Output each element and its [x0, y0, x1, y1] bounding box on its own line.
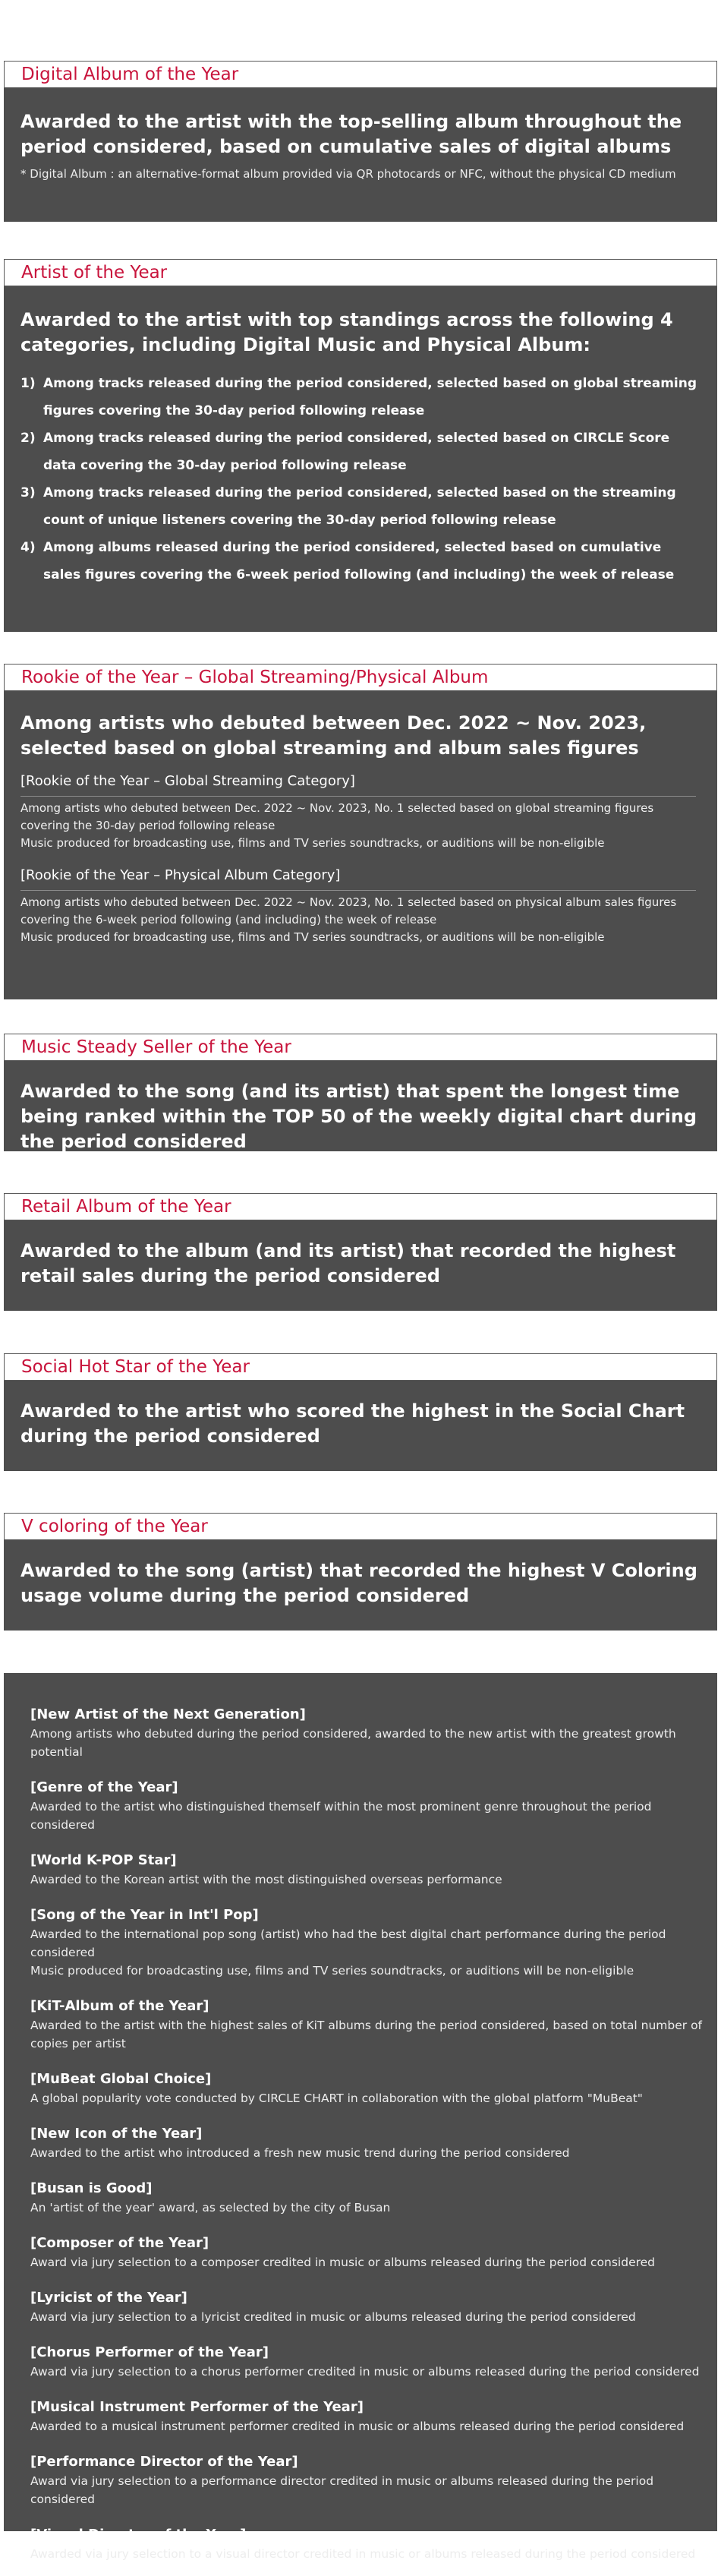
award-description: Awarded via jury selection to a visual director credited in music or albums released during the period considered [30, 2547, 696, 2561]
artist-title: Artist of the Year [4, 259, 717, 286]
rookie-subsection [20, 866, 696, 946]
award-title: [Composer of the Year] [30, 2235, 209, 2251]
criterion-number: 3) [20, 485, 36, 500]
steady-seller-headline: Awarded to the song (and its artist) that spent the longest time being ranked within the TOP 50 of the weekly digital chart during the period considered [20, 1081, 697, 1152]
artist-headline: Awarded to the artist with top standings across the following 4 categories, including Digital Music and Physical Album: [20, 309, 673, 355]
retail-album-section [4, 1193, 717, 1311]
award-title: [New Icon of the Year] [30, 2126, 203, 2142]
criterion-number: 4) [20, 540, 36, 555]
social-hot-star-title: Social Hot Star of the Year [4, 1353, 717, 1381]
award-item [30, 2124, 702, 2162]
award-title: [Chorus Performer of the Year] [30, 2344, 269, 2360]
artist-criterion [20, 479, 702, 534]
criterion-text: Among tracks released during the period considered, selected based on CIRCLE Score data covering the 30-day period following release [43, 431, 670, 473]
artist-criterion [20, 370, 702, 425]
rookie-panel [4, 691, 717, 999]
rookie-title: Rookie of the Year – Global Streaming/Physical Album [4, 664, 717, 691]
award-item [30, 2179, 702, 2217]
artist-panel [4, 286, 717, 632]
award-title: [KiT-Album of the Year] [30, 1998, 209, 2014]
retail-album-panel [4, 1220, 717, 1311]
award-title: [Lyricist of the Year] [30, 2290, 187, 2306]
artist-criterion [20, 534, 702, 589]
award-description: Awarded to the artist who introduced a fresh new music trend during the period considered [30, 2146, 570, 2160]
rookie-headline: Among artists who debuted between Dec. 2022 ~ Nov. 2023, selected based on global streaming and album sales figures [20, 712, 647, 759]
award-description: Award via jury selection to a chorus performer credited in music or albums released during the period considered [30, 2365, 700, 2379]
rookie-subsection-heading: [Rookie of the Year – Global Streaming Category] [20, 772, 696, 797]
steady-seller-title: Music Steady Seller of the Year [4, 1034, 717, 1061]
award-description: Award via jury selection to a lyricist credited in music or albums released during the period considered [30, 2310, 636, 2324]
award-description: Awarded to the artist who distinguished themself within the most prominent genre throughout the period considered [30, 1800, 652, 1832]
v-coloring-title: V coloring of the Year [4, 1513, 717, 1540]
award-description: Awarded to the Korean artist with the most distinguished overseas performance [30, 1873, 502, 1886]
rookie-section [4, 664, 717, 999]
criterion-number: 1) [20, 376, 36, 391]
award-item [30, 1905, 702, 1980]
award-description: Among artists who debuted during the period considered, awarded to the new artist with the greatest growth potential [30, 1727, 676, 1759]
criterion-text: Among tracks released during the period considered, selected based on the streaming count of unique listeners covering the 30-day period following release [43, 485, 676, 528]
artist-criteria-list [20, 370, 702, 589]
award-title: [World K-POP Star] [30, 1852, 177, 1868]
award-description: Award via jury selection to a composer credited in music or albums released during the period considered [30, 2256, 656, 2269]
award-item [30, 2343, 702, 2381]
retail-album-headline: Awarded to the album (and its artist) that recorded the highest retail sales during the period considered [20, 1240, 676, 1286]
rookie-subsection-line: Among artists who debuted between Dec. 2022 ~ Nov. 2023, No. 1 selected based on physical album sales figures covering the 6-week period following (and including) the week of release [20, 895, 677, 927]
criterion-number: 2) [20, 431, 36, 446]
criterion-text: Among tracks released during the period considered, selected based on global streaming figures covering the 30-day period following release [43, 376, 697, 418]
other-awards-section [4, 1673, 717, 2561]
rookie-subsections [20, 772, 696, 946]
retail-album-title: Retail Album of the Year [4, 1193, 717, 1220]
rookie-subsection-line: Music produced for broadcasting use, films and TV series soundtracks, or auditions will be non-eligible [20, 836, 605, 850]
award-title: [Song of the Year in Int'l Pop] [30, 1907, 259, 1923]
award-title: [New Artist of the Next Generation] [30, 1706, 306, 1722]
award-description: Award via jury selection to a performance director credited in music or albums released during the period considered [30, 2474, 654, 2506]
digital-album-title: Digital Album of the Year [4, 61, 717, 88]
rookie-subsection [20, 772, 696, 852]
v-coloring-panel [4, 1540, 717, 1631]
award-description: Awarded to the artist with the highest sales of KiT albums during the period considered, based on total number of copies per artist [30, 2019, 703, 2050]
award-description: Awarded to the international pop song (artist) who had the best digital chart performance during the period considered [30, 1927, 666, 1959]
award-item [30, 2069, 702, 2107]
award-item [30, 2288, 702, 2326]
social-hot-star-headline: Awarded to the artist who scored the highest in the Social Chart during the period considered [20, 1400, 685, 1447]
award-title: [Busan is Good] [30, 2180, 153, 2196]
rookie-subsection-line: Among artists who debuted between Dec. 2022 ~ Nov. 2023, No. 1 selected based on global streaming figures covering the 30-day period following release [20, 801, 654, 832]
artist-section [4, 259, 717, 632]
award-title: [Genre of the Year] [30, 1779, 178, 1795]
social-hot-star-section [4, 1353, 717, 1471]
social-hot-star-panel [4, 1381, 717, 1471]
award-description: An 'artist of the year' award, as selected by the city of Busan [30, 2201, 391, 2215]
rookie-subsection-line: Music produced for broadcasting use, films and TV series soundtracks, or auditions will be non-eligible [20, 930, 605, 944]
award-title: [Performance Director of the Year] [30, 2454, 298, 2470]
award-title: [Visual Director of the Year] [30, 2527, 247, 2543]
steady-seller-panel [4, 1061, 717, 1151]
rookie-subsection-heading: [Rookie of the Year – Physical Album Category] [20, 866, 696, 891]
award-item [30, 1705, 702, 1761]
award-description: Music produced for broadcasting use, films and TV series soundtracks, or auditions will be non-eligible [30, 1964, 634, 1978]
award-title: [MuBeat Global Choice] [30, 2071, 212, 2087]
award-description: A global popularity vote conducted by CIRCLE CHART in collaboration with the global platform "MuBeat" [30, 2091, 643, 2105]
award-title: [Musical Instrument Performer of the Year] [30, 2399, 364, 2415]
digital-album-headline: Awarded to the artist with the top-selling album throughout the period considered, based on cumulative sales of digital albums [20, 111, 682, 157]
other-awards-list [30, 1705, 702, 2563]
award-item [30, 2233, 702, 2271]
artist-criterion [20, 425, 702, 479]
criterion-text: Among albums released during the period considered, selected based on cumulative sales figures covering the 6-week period following (and including) the week of release [43, 540, 675, 582]
digital-album-section [4, 61, 717, 222]
award-item [30, 2452, 702, 2508]
digital-album-note: * Digital Album : an alternative-format album provided via QR photocards or NFC, without the physical CD medium [20, 167, 676, 181]
award-item [30, 2525, 702, 2563]
other-awards-panel [4, 1673, 717, 2561]
digital-album-panel [4, 88, 717, 222]
v-coloring-section [4, 1513, 717, 1631]
award-item [30, 1997, 702, 2053]
award-item [30, 1851, 702, 1889]
steady-seller-section [4, 1034, 717, 1151]
award-item [30, 1778, 702, 1834]
v-coloring-headline: Awarded to the song (artist) that recorded the highest V Coloring usage volume during the period considered [20, 1560, 697, 1606]
award-item [30, 2398, 702, 2436]
award-description: Awarded to a musical instrument performer credited in music or albums released during the period considered [30, 2420, 685, 2433]
